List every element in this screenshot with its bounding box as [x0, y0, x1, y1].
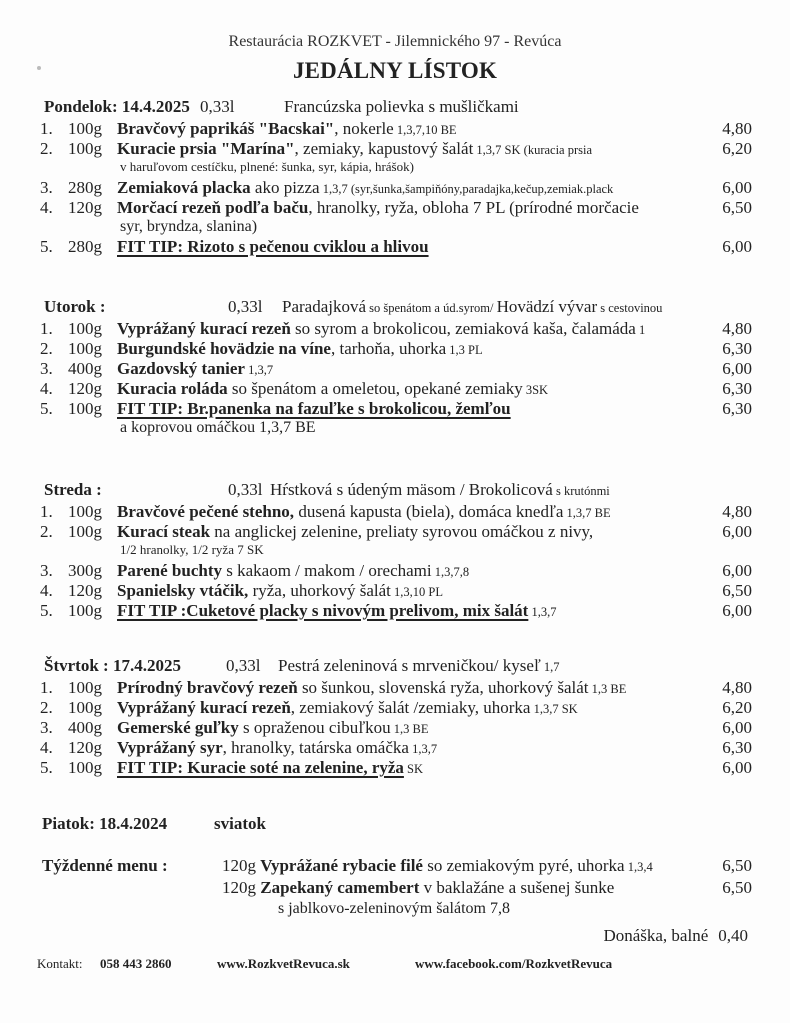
item-dish: Kuracie prsia "Marína" — [117, 139, 295, 158]
menu-item — [40, 678, 764, 698]
item-continuation — [44, 159, 764, 178]
item-dish: Morčací rezeň podľa baču — [117, 198, 309, 217]
item-number: 3. — [40, 359, 53, 378]
menu-item — [40, 399, 764, 419]
item-dish: Prírodný bravčový rezeň — [117, 678, 298, 697]
item-weight: 120g — [68, 379, 102, 398]
item-allergens: 1,3 BE — [390, 722, 429, 736]
item-allergens: 1,3,7 — [244, 363, 274, 377]
item-allergens: SK — [403, 762, 424, 776]
item-dish: FIT TIP: Br.panenka na fazuľke s brokolicou, žemľou — [117, 399, 511, 418]
item-number: 2. — [40, 522, 53, 541]
day-section — [40, 297, 764, 438]
menu-item — [40, 339, 764, 359]
item-number: 3. — [40, 178, 53, 197]
item-price: 6,00 — [722, 522, 752, 541]
item-allergens: 1,3,10 PL — [390, 585, 443, 599]
delivery-label: Donáška, balné — [603, 926, 709, 945]
item-price: 6,20 — [722, 139, 752, 158]
item-weight: 100g — [68, 339, 102, 358]
soup-name: Hŕstková s údeným mäsom / Brokolicová — [270, 480, 553, 499]
item-description — [117, 581, 443, 601]
item-side: , zemiakový šalát /zemiaky, uhorka — [290, 698, 531, 717]
item-allergens: 1,3,7 (syr,šunka,šampiňóny,paradajka,kečup,zemiak.plack — [319, 182, 614, 196]
item-weight: 100g — [68, 502, 102, 521]
item-weight: 280g — [68, 178, 102, 197]
day-header — [44, 97, 764, 119]
item-dish: FIT TIP: Rizoto s pečenou cviklou a hlivou — [117, 237, 429, 256]
item-allergens: 1,3,4 — [624, 860, 653, 874]
soup — [284, 97, 519, 117]
phone-number[interactable]: 058 443 2860 — [100, 956, 172, 971]
day-name: Piatok: 18.4.2024 — [42, 814, 168, 833]
menu-item — [40, 718, 764, 738]
item-number: 1. — [40, 678, 53, 697]
item-side: na anglickej zelenine, preliaty syrovou omáčkou z nivy, — [210, 522, 594, 541]
item-description — [117, 119, 457, 139]
item-number: 2. — [40, 139, 53, 158]
item-dish: Zemiaková placka — [117, 178, 251, 197]
item-description — [117, 139, 592, 159]
item-dish: FIT TIP: Kuracie soté na zelenine, ryža — [117, 758, 404, 777]
item-description — [117, 522, 593, 542]
item-description — [117, 561, 469, 581]
item-side: , hranolky, tatárska omáčka — [222, 738, 409, 757]
item-description — [117, 379, 548, 399]
soup — [282, 297, 662, 317]
item-side: ako pizza — [250, 178, 320, 197]
soup-volume: 0,33l — [228, 480, 263, 499]
day-section — [40, 656, 764, 778]
item-side: s kakaom / makom / orechami — [222, 561, 432, 580]
menu-item — [40, 379, 764, 399]
soup-note: s krutónmi — [552, 484, 610, 498]
item-weight: 120g — [222, 856, 256, 875]
item-number: 4. — [40, 738, 53, 757]
item-dish: Vyprážaný kurací rezeň — [117, 319, 291, 338]
day-section — [40, 97, 764, 257]
item-number: 1. — [40, 502, 53, 521]
item-weight: 400g — [68, 359, 102, 378]
item-description — [117, 359, 273, 379]
item-number: 3. — [40, 561, 53, 580]
day-name: Pondelok: 14.4.2025 — [44, 97, 190, 116]
item-allergens: 1,3,7 SK (kuracia prsia — [473, 143, 593, 157]
item-dish: Vyprážané rybacie filé — [260, 856, 423, 875]
item-price: 6,30 — [722, 738, 752, 757]
day-header — [44, 297, 764, 319]
day-header — [44, 656, 764, 678]
item-weight: 100g — [68, 119, 102, 138]
holiday-note: sviatok — [214, 814, 266, 833]
item-weight: 400g — [68, 718, 102, 737]
item-number: 1. — [40, 319, 53, 338]
item-description — [117, 758, 423, 778]
item-price: 6,00 — [722, 561, 752, 580]
item-number: 2. — [40, 339, 53, 358]
item-weight: 120g — [68, 581, 102, 600]
item-continuation: s jablkovo-zeleninovým šalátom 7,8 — [278, 900, 510, 917]
item-weight: 100g — [68, 678, 102, 697]
item-weight: 120g — [68, 738, 102, 757]
item-allergens: 1,3,7 — [408, 742, 438, 756]
facebook-link[interactable]: www.facebook.com/RozkvetRevuca — [415, 956, 613, 971]
item-weight: 120g — [68, 198, 102, 217]
item-side: so špenátom a omeletou, opekané zemiaky — [227, 379, 523, 398]
item-side: ryža, uhorkový šalát — [248, 581, 391, 600]
item-side: , nokerle — [334, 119, 394, 138]
website-link[interactable]: www.RozkvetRevuca.sk — [217, 956, 350, 971]
item-price: 6,00 — [722, 758, 752, 777]
item-side: s opraženou cibuľkou — [238, 718, 391, 737]
item-price: 6,50 — [722, 581, 752, 600]
day-section — [40, 480, 764, 621]
item-description — [117, 718, 428, 738]
item-number: 1. — [40, 119, 53, 138]
item-weight: 300g — [68, 561, 102, 580]
page-title: JEDÁLNY LÍSTOK — [292, 58, 498, 83]
soup-name: Paradajková — [282, 297, 367, 316]
day-name: Štvrtok : 17.4.2025 — [44, 656, 181, 675]
item-dish: Kuracia roláda — [117, 379, 228, 398]
item-price: 6,00 — [722, 178, 752, 197]
item-weight: 100g — [68, 698, 102, 717]
item-allergens: 1,3,7,10 BE — [393, 123, 457, 137]
item-allergens: 1 — [635, 323, 646, 337]
item-number: 5. — [40, 399, 53, 418]
menu-item — [40, 738, 764, 758]
item-dish: Spanielsky vtáčik, — [117, 581, 249, 600]
item-continuation-text: v haruľovom cestíčku, plnené: šunka, syr, kápia, hrášok) — [120, 159, 414, 174]
soup-volume: 0,33l — [228, 297, 263, 316]
item-allergens: 3SK — [522, 383, 549, 397]
item-price: 4,80 — [722, 502, 752, 521]
restaurant-address: Restaurácia ROZKVET - Jilemnického 97 - Revúca — [228, 33, 562, 50]
item-dish: Kurací steak — [117, 522, 211, 541]
item-weight: 100g — [68, 319, 102, 338]
item-price: 6,30 — [722, 399, 752, 418]
item-side: , zemiaky, kapustový šalát — [294, 139, 474, 158]
item-weight: 100g — [68, 399, 102, 418]
item-price: 6,30 — [722, 339, 752, 358]
item-description — [117, 319, 645, 339]
item-side: v baklažáne a sušenej šunke — [419, 878, 615, 897]
item-allergens: 1,3,7 — [528, 605, 557, 619]
item-dish: Gemerské guľky — [117, 718, 239, 737]
delivery-price: 0,40 — [718, 926, 748, 945]
item-price: 4,80 — [722, 119, 752, 138]
item-description — [117, 399, 511, 419]
item-allergens: 1,3 PL — [446, 343, 483, 357]
item-price: 6,30 — [722, 379, 752, 398]
soup-note-2: s cestovinou — [597, 301, 663, 315]
item-price: 6,00 — [722, 601, 752, 620]
item-description — [117, 678, 626, 698]
item-continuation — [44, 419, 764, 438]
item-side: so syrom a brokolicou, zemiaková kaša, čalamáda — [290, 319, 636, 338]
item-number: 4. — [40, 379, 53, 398]
contact-label: Kontakt: — [37, 956, 83, 971]
menu-item — [40, 698, 764, 718]
menu-item — [40, 359, 764, 379]
item-side: so zemiakovým pyré, uhorka — [422, 856, 625, 875]
day-header — [44, 480, 764, 502]
item-allergens: 1,3,7,8 — [431, 565, 470, 579]
menu-item — [40, 237, 764, 257]
soup-volume: 0,33l — [200, 97, 235, 116]
item-number: 4. — [40, 581, 53, 600]
item-dish: Zapekaný camembert — [260, 878, 420, 897]
menu-item — [40, 502, 764, 522]
item-dish: FIT TIP :Cuketové placky s nivovým prelivom, mix šalát — [117, 601, 529, 620]
menu-item — [40, 319, 764, 339]
weekly-item — [222, 878, 764, 898]
item-allergens: 1,3 BE — [588, 682, 627, 696]
item-description — [117, 601, 556, 621]
item-dish: Burgundské hovädzie na víne — [117, 339, 331, 358]
menu-item — [40, 139, 764, 159]
item-price: 6,50 — [722, 198, 752, 217]
soup-name: Francúzska polievka s mušličkami — [284, 97, 519, 116]
item-description — [117, 738, 437, 758]
soup — [278, 656, 560, 676]
item-continuation — [44, 218, 764, 237]
delivery-fee — [603, 926, 748, 946]
item-number: 4. — [40, 198, 53, 217]
weekly-menu-label: Týždenné menu : — [42, 856, 168, 875]
menu-item — [40, 581, 764, 601]
item-weight: 100g — [68, 758, 102, 777]
item-price: 4,80 — [722, 678, 752, 697]
item-description — [117, 502, 611, 522]
item-side: , hranolky, ryža, obloha 7 PL (prírodné morčacie — [308, 198, 639, 217]
item-number: 3. — [40, 718, 53, 737]
item-dish: Vyprážaný syr — [117, 738, 223, 757]
item-side: so šunkou, slovenská ryža, uhorkový šalát — [297, 678, 589, 697]
item-weight: 120g — [222, 878, 256, 897]
item-continuation — [44, 542, 764, 561]
soup-volume: 0,33l — [226, 656, 261, 675]
item-weight: 100g — [68, 522, 102, 541]
item-dish: Parené buchty — [117, 561, 222, 580]
soup-note: 1,7 — [540, 660, 560, 674]
item-continuation-text: a koprovou omáčkou 1,3,7 BE — [120, 419, 316, 436]
day-friday — [42, 814, 266, 834]
item-description — [117, 237, 429, 257]
item-description — [117, 339, 483, 359]
item-price: 6,00 — [722, 359, 752, 378]
weekly-item — [222, 856, 764, 876]
soup — [270, 480, 610, 500]
soup-name-2: Hovädzí vývar — [496, 297, 598, 316]
item-price: 6,20 — [722, 698, 752, 717]
item-weight: 100g — [68, 601, 102, 620]
menu-item — [40, 601, 764, 621]
item-dish: Bravčové pečené stehno, — [117, 502, 295, 521]
item-continuation-text: syr, bryndza, slanina) — [120, 218, 258, 235]
menu-item — [40, 198, 764, 218]
item-price: 6,50 — [722, 856, 752, 875]
item-description — [117, 198, 639, 218]
item-side: dusená kapusta (biela), domáca knedľa — [294, 502, 564, 521]
item-allergens: 1,3,7 SK — [530, 702, 578, 716]
menu-item — [40, 758, 764, 778]
menu-item — [40, 522, 764, 542]
item-description — [117, 178, 613, 198]
item-allergens: 1,3,7 BE — [563, 506, 611, 520]
item-dish: Gazdovský tanier — [117, 359, 245, 378]
item-price: 4,80 — [722, 319, 752, 338]
day-name: Utorok : — [44, 297, 106, 316]
day-name: Streda : — [44, 480, 102, 499]
item-price: 6,00 — [722, 237, 752, 256]
menu-item — [40, 561, 764, 581]
item-side: , tarhoňa, uhorka — [330, 339, 447, 358]
item-continuation-text: 1/2 hranolky, 1/2 ryža 7 SK — [120, 542, 264, 557]
item-dish: Vyprážaný kurací rezeň — [117, 698, 291, 717]
item-number: 2. — [40, 698, 53, 717]
item-number: 5. — [40, 601, 53, 620]
item-weight: 280g — [68, 237, 102, 256]
item-number: 5. — [40, 237, 53, 256]
soup-name: Pestrá zeleninová s mrveničkou/ kyseľ — [278, 656, 541, 675]
item-number: 5. — [40, 758, 53, 777]
item-price: 6,00 — [722, 718, 752, 737]
soup-note: so špenátom a úd.syrom/ — [366, 301, 497, 315]
menu-item — [40, 119, 764, 139]
item-description — [117, 698, 578, 718]
item-price: 6,50 — [722, 878, 752, 897]
item-weight: 100g — [68, 139, 102, 158]
item-dish: Bravčový paprikáš "Bacskai" — [117, 119, 335, 138]
menu-item — [40, 178, 764, 198]
